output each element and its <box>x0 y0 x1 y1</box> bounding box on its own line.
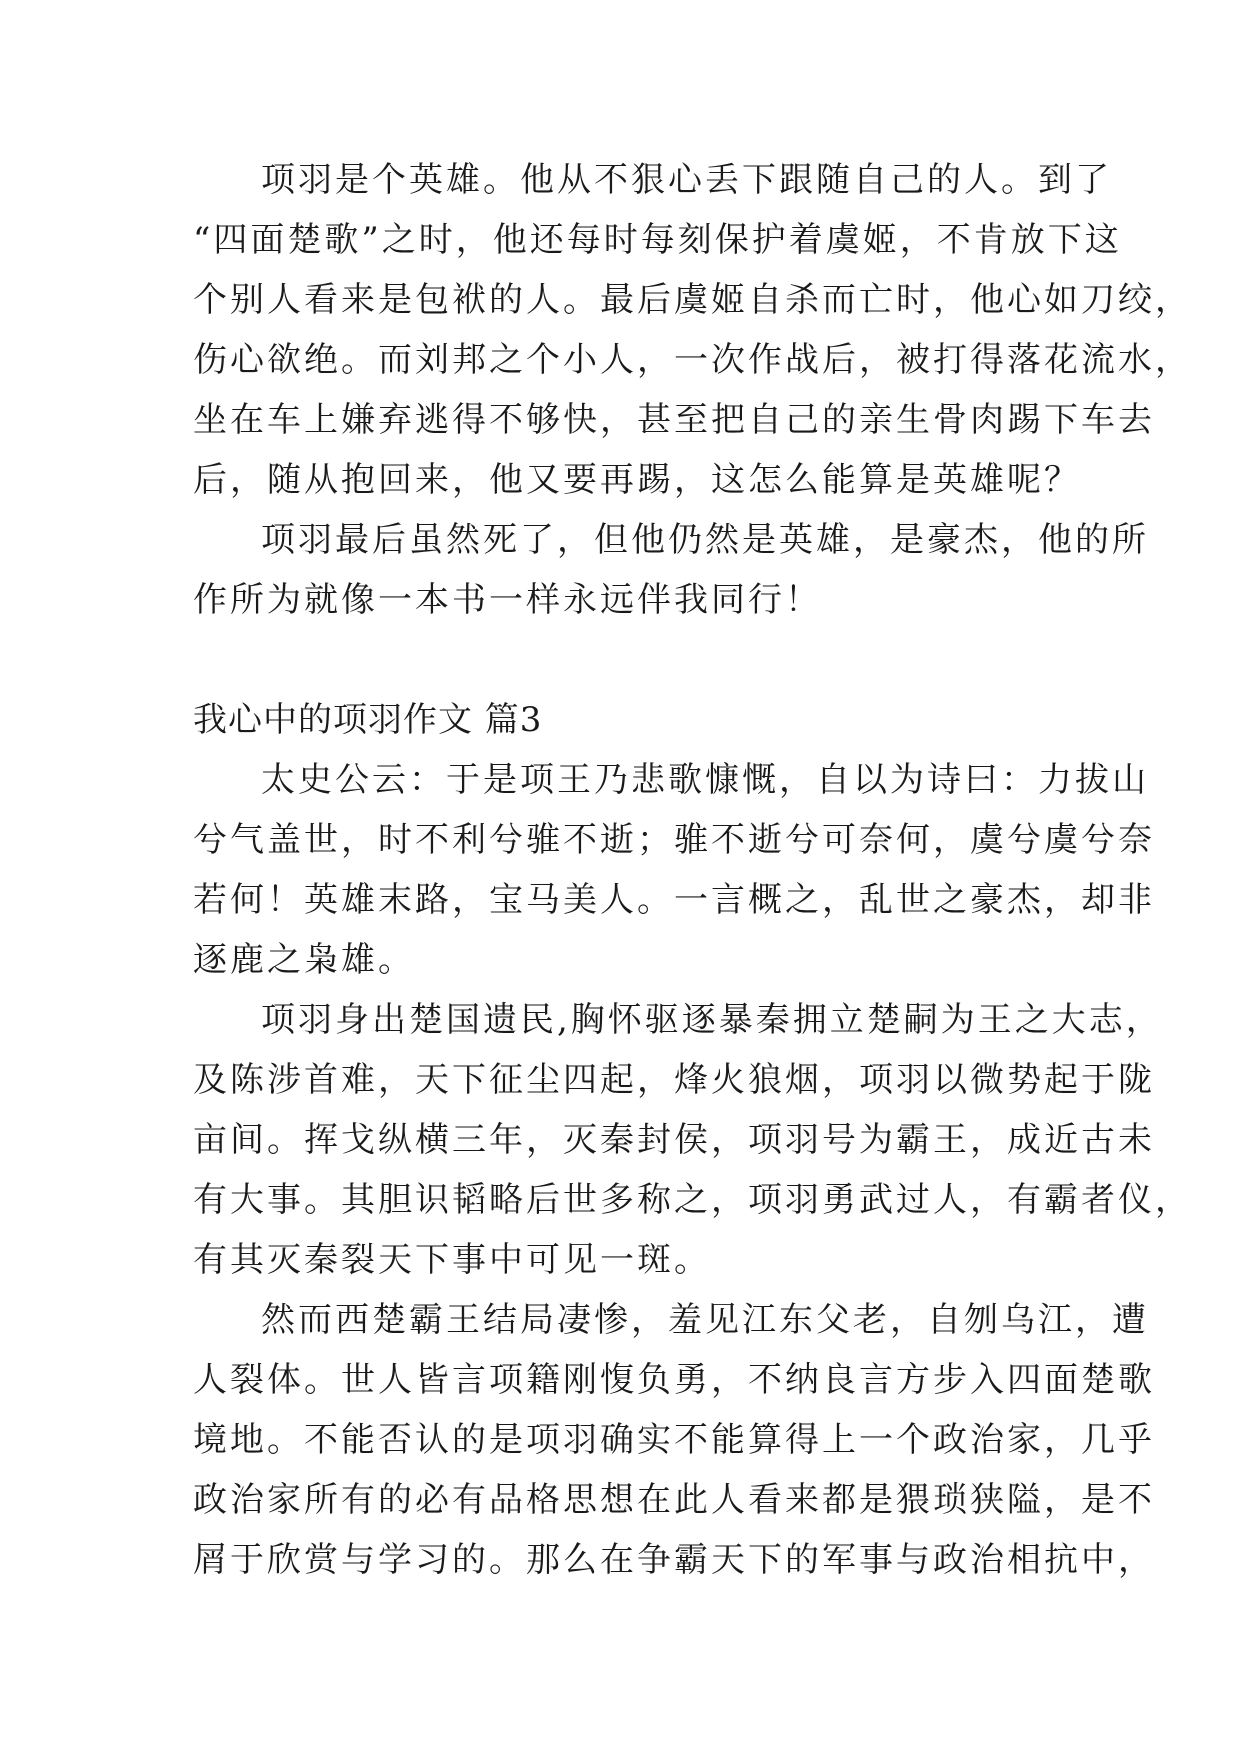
paragraph <box>193 750 1155 990</box>
text-line: 政治家所有的必有品格思想在此人看来都是猥琐狭隘，是不 <box>193 1480 1155 1520</box>
text-line: 个别人看来是包袱的人。最后虞姬自杀而亡时，他心如刀绞， <box>193 280 1192 320</box>
text-line: 若何！英雄末路，宝马美人。一言概之，乱世之豪杰，却非 <box>193 880 1155 920</box>
text-line: 项羽是个英雄。他从不狠心丢下跟随自己的人。到了 <box>261 160 1112 200</box>
text-line: 有大事。其胆识韬略后世多称之，项羽勇武过人，有霸者仪， <box>193 1180 1192 1220</box>
paragraph <box>193 150 1192 510</box>
text-line: 后，随从抱回来，他又要再踢，这怎么能算是英雄呢？ <box>193 460 1081 500</box>
text-line: 作所为就像一本书一样永远伴我同行！ <box>193 580 822 620</box>
text-line: 逐鹿之枭雄。 <box>193 940 415 980</box>
text-line: 兮气盖世，时不利兮骓不逝；骓不逝兮可奈何，虞兮虞兮奈 <box>193 820 1155 860</box>
text-line: 亩间。挥戈纵横三年，灭秦封侯，项羽号为霸王，成近古未 <box>193 1120 1155 1160</box>
text-line: 坐在车上嫌弃逃得不够快，甚至把自己的亲生骨肉踢下车去 <box>193 400 1155 440</box>
document-page <box>193 150 1192 1590</box>
paragraph <box>193 510 1149 630</box>
paragraph <box>193 990 1192 1290</box>
text-line: 项羽最后虽然死了，但他仍然是英雄，是豪杰，他的所 <box>261 520 1149 560</box>
text-line: “四面楚歌”之时，他还每时每刻保护着虞姬，不肯放下这 <box>193 220 1122 260</box>
section-title: 我心中的项羽作文 篇3 <box>193 700 543 740</box>
text-line: 项羽身出楚国遗民,胸怀驱逐暴秦拥立楚嗣为王之大志， <box>261 1000 1163 1040</box>
paragraph <box>193 1290 1155 1590</box>
text-line: 有其灭秦裂天下事中可见一斑。 <box>193 1240 711 1280</box>
text-line: 人裂体。世人皆言项籍刚愎负勇，不纳良言方步入四面楚歌 <box>193 1360 1155 1400</box>
text-line: 屑于欣赏与学习的。那么在争霸天下的军事与政治相抗中， <box>193 1540 1155 1580</box>
text-line: 然而西楚霸王结局凄惨，羞见江东父老，自刎乌江，遭 <box>261 1300 1149 1340</box>
text-line: 境地。不能否认的是项羽确实不能算得上一个政治家，几乎 <box>193 1420 1155 1460</box>
text-line: 及陈涉首难，天下征尘四起，烽火狼烟，项羽以微势起于陇 <box>193 1060 1155 1100</box>
text-line: 太史公云：于是项王乃悲歌慷慨，自以为诗曰：力拔山 <box>261 760 1149 800</box>
text-line: 伤心欲绝。而刘邦之个小人，一次作战后，被打得落花流水， <box>193 340 1192 380</box>
